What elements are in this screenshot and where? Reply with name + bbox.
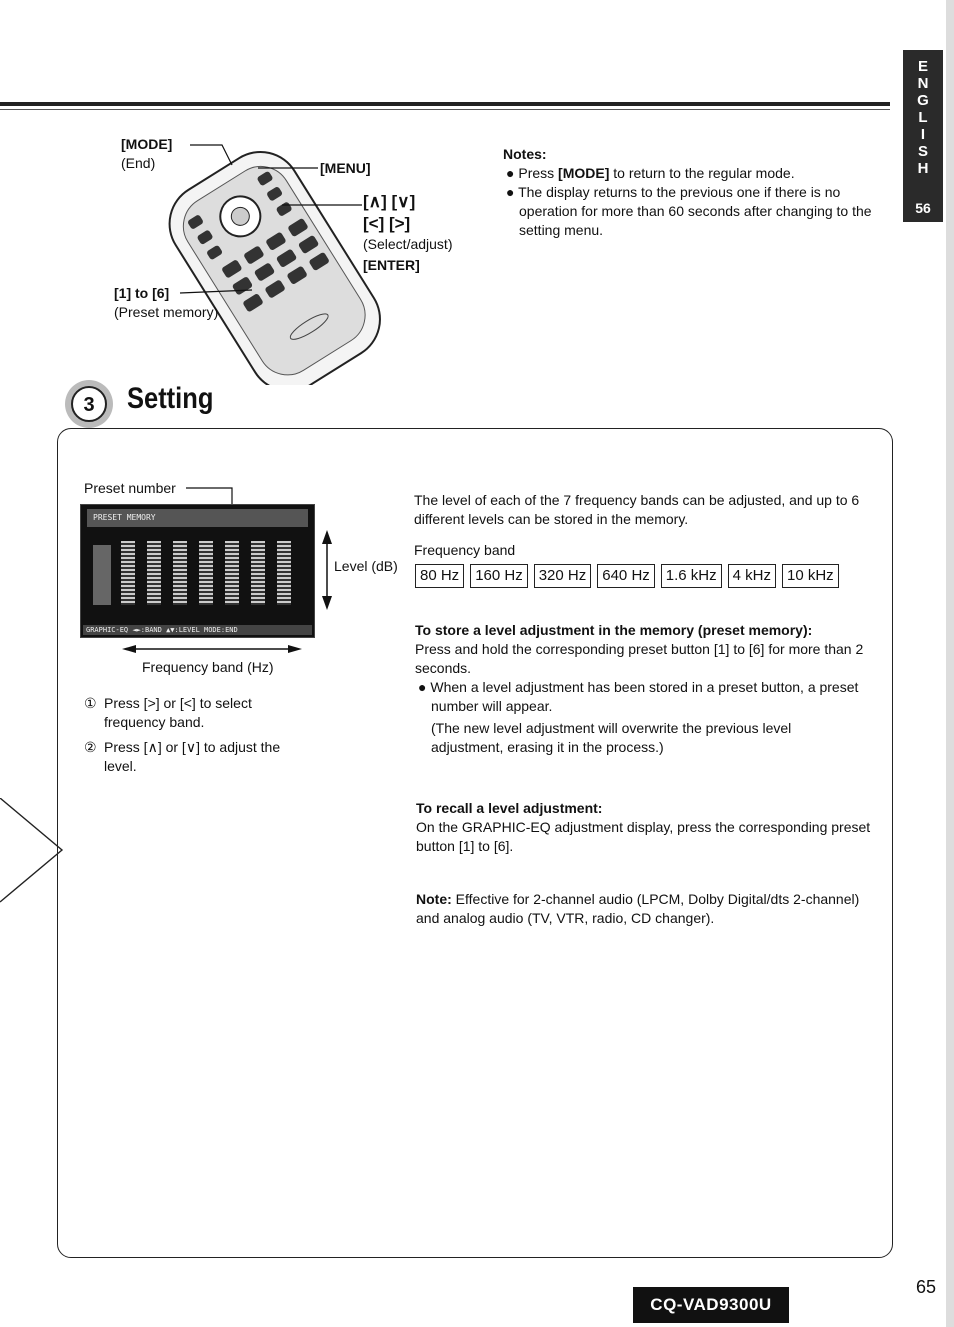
updown-label: [∧] [∨] bbox=[363, 192, 416, 211]
eq-bar bbox=[199, 541, 213, 605]
eq-bar bbox=[121, 541, 135, 605]
level-label: Level (dB) bbox=[334, 558, 398, 574]
step-item bbox=[84, 738, 314, 776]
recall-heading: To recall a level adjustment: bbox=[416, 800, 603, 816]
menu-label: [MENU] bbox=[320, 160, 371, 176]
step-text: Press [∧] or [∨] to adjust the level. bbox=[104, 739, 281, 774]
step-text: Press [>] or [<] to select frequency band. bbox=[104, 695, 252, 730]
step-number: ② bbox=[84, 739, 97, 755]
intro-text: The level of each of the 7 frequency bands can be adjusted, and up to 6 different levels can be stored in the memory. bbox=[414, 492, 860, 527]
eq-bar bbox=[277, 541, 291, 605]
notes-list bbox=[506, 164, 886, 240]
screen-header: PRESET MEMORY bbox=[87, 509, 308, 527]
note-label: Note: bbox=[416, 891, 452, 907]
band-box: 10 kHz bbox=[782, 564, 839, 588]
graphic-eq-screen bbox=[80, 504, 315, 638]
store-bullet: ● When a level adjustment has been stored in a preset button, a preset number will appear. bbox=[418, 679, 859, 714]
eq-bar bbox=[173, 541, 187, 605]
preset-memory-label: (Preset memory) bbox=[114, 304, 219, 320]
select-adjust-label: (Select/adjust) bbox=[363, 236, 453, 252]
eq-bar bbox=[225, 541, 239, 605]
preset-keys-label: [1] to [6] bbox=[114, 285, 170, 301]
step-item bbox=[84, 694, 314, 732]
tab-page-number: 56 bbox=[915, 200, 931, 216]
preset-number-label: Preset number bbox=[84, 480, 176, 496]
tab-letter: E bbox=[917, 58, 928, 75]
note-item: ● Press [MODE] to return to the regular mode. bbox=[506, 165, 795, 181]
notes-heading: Notes: bbox=[503, 146, 547, 162]
tab-letter: G bbox=[917, 92, 929, 109]
leftright-label: [<] [>] bbox=[363, 214, 411, 233]
enter-label: [ENTER] bbox=[363, 257, 420, 273]
eq-bar bbox=[147, 541, 161, 605]
band-box: 1.6 kHz bbox=[661, 564, 722, 588]
note-item: ● The display returns to the previous one if there is no operation for more than 60 seconds after changing to the setting menu. bbox=[506, 184, 872, 238]
end-label: (End) bbox=[121, 155, 156, 171]
step-number: ① bbox=[84, 695, 97, 711]
eq-bar bbox=[251, 541, 265, 605]
band-box: 160 Hz bbox=[470, 564, 528, 588]
frequency-arrow bbox=[122, 642, 302, 656]
db-scale bbox=[93, 545, 111, 605]
model-badge: CQ-VAD9300U bbox=[633, 1287, 789, 1323]
band-box: 320 Hz bbox=[534, 564, 592, 588]
tab-letter: I bbox=[920, 126, 926, 143]
band-box: 80 Hz bbox=[415, 564, 464, 588]
frequency-band-label: Frequency band bbox=[414, 542, 516, 558]
store-heading: To store a level adjustment in the memory (preset memory): bbox=[415, 622, 813, 638]
steps-list bbox=[84, 694, 314, 776]
store-body: Press and hold the corresponding preset button [1] to [6] for more than 2 seconds. bbox=[415, 641, 864, 676]
tab-letter: H bbox=[917, 160, 929, 177]
band-list bbox=[415, 564, 845, 588]
tab-letter: S bbox=[917, 143, 928, 160]
section-title: Setting bbox=[127, 382, 214, 415]
section-number: 3 bbox=[83, 394, 95, 416]
mode-label: [MODE] bbox=[121, 136, 173, 152]
recall-body: On the GRAPHIC-EQ adjustment display, press the corresponding preset button [1] to [6]. bbox=[416, 819, 871, 854]
note-paragraph: Note: Effective for 2-channel audio (LPCM, Dolby Digital/dts 2-channel) and analog audio (TV, VTR, radio, CD changer). bbox=[416, 891, 860, 926]
page-number: 65 bbox=[916, 1277, 937, 1297]
tab-letter: L bbox=[918, 109, 928, 126]
store-paren: (The new level adjustment will overwrite the previous level adjustment, erasing it in the process.) bbox=[431, 720, 792, 755]
page-turn-triangle bbox=[0, 798, 70, 908]
tab-letter: N bbox=[917, 75, 929, 92]
band-box: 640 Hz bbox=[597, 564, 655, 588]
screen-footer: GRAPHIC-EQ ◄►:BAND ▲▼:LEVEL MODE:END bbox=[83, 625, 312, 635]
section-number-badge bbox=[60, 378, 118, 430]
band-box: 4 kHz bbox=[728, 564, 776, 588]
frequency-band-hz-label: Frequency band (Hz) bbox=[142, 659, 274, 675]
